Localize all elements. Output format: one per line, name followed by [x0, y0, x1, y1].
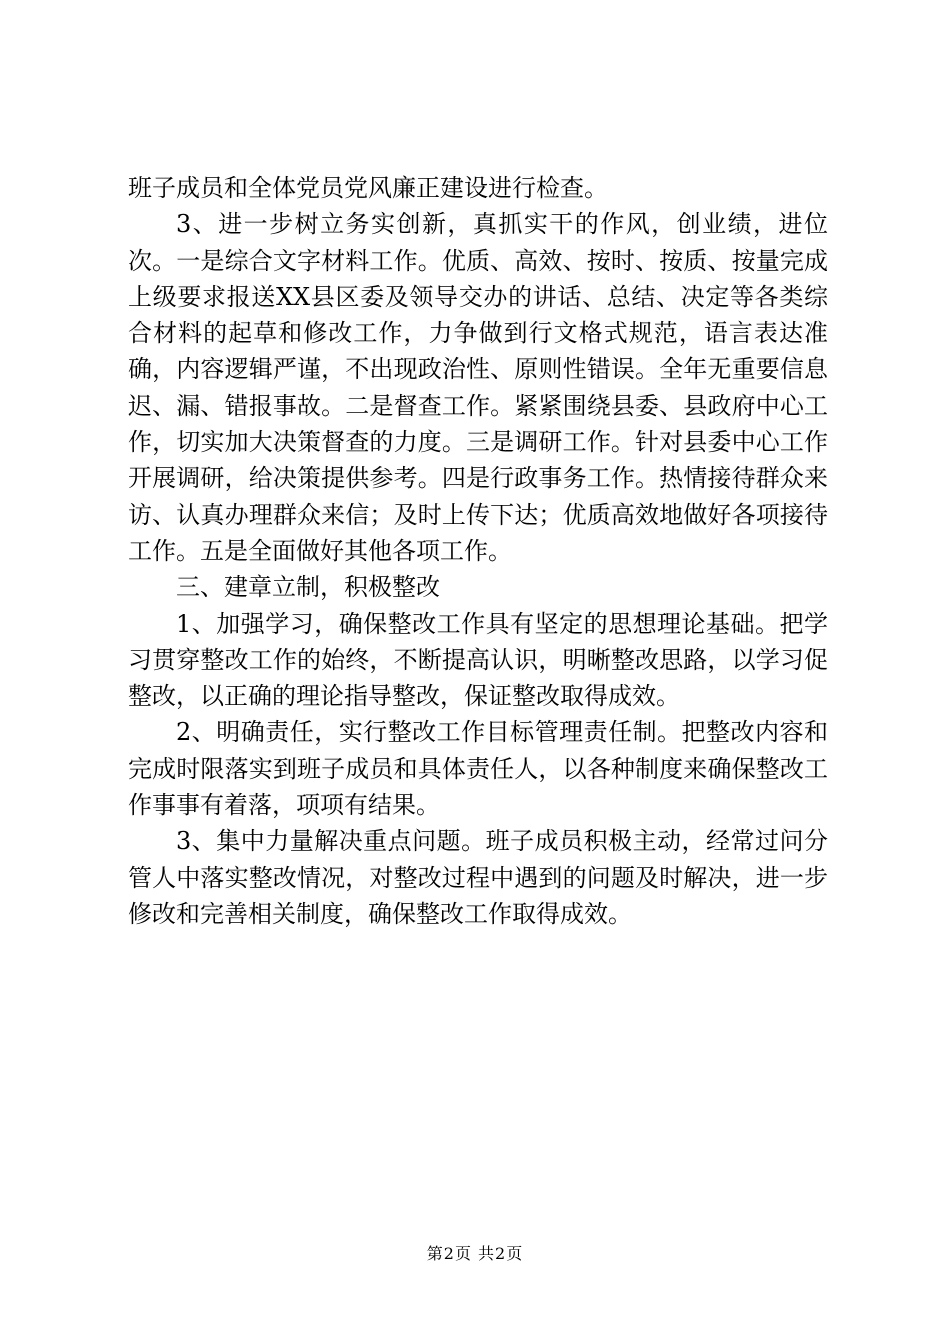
document-body — [128, 170, 828, 932]
paragraph-item-1-study: 1、加强学习，确保整改工作具有坚定的思想理论基础。把学习贯穿整改工作的始终，不断提高认识，明晰整改思路，以学习促整改，以正确的理论指导整改，保证整改取得成效。 — [128, 609, 828, 711]
paragraph-continuation: 班子成员和全体党员党风廉正建设进行检查。 — [128, 174, 608, 202]
paragraph-item-3-work-style: 3、进一步树立务实创新，真抓实干的作风，创业绩，进位次。一是综合文字材料工作。优质、高效、按时、按质、按量完成上级要求报送XX县区委及领导交办的讲话、总结、决定等各类综合材料的起草和修改工作，力争做到行文格式规范，语言表达准确，内容逻辑严谨，不出现政治性、原则性错误。全年无重要信息迟、漏、错报事故。二是督查工作。紧紧围绕县委、县政府中心工作，切实加大决策督查的力度。三是调研工作。针对县委中心工作开展调研，给决策提供参考。四是行政事务工作。热情接待群众来访、认真办理群众来信；及时上传下达；优质高效地做好各项接待工作。五是全面做好其他各项工作。 — [128, 210, 828, 565]
paragraph-item-3-key-problems: 3、集中力量解决重点问题。班子成员积极主动，经常过问分管人中落实整改情况，对整改过程中遇到的问题及时解决，进一步修改和完善相关制度，确保整改工作取得成效。 — [128, 827, 828, 928]
section-heading-rectification: 三、建章立制，积极整改 — [176, 573, 440, 602]
page-number-footer: 第2页 共2页 — [426, 1244, 524, 1263]
paragraph-item-2-responsibility: 2、明确责任，实行整改工作目标管理责任制。把整改内容和完成时限落实到班子成员和具体责任人，以各种制度来确保整改工作事事有着落，项项有结果。 — [128, 718, 828, 820]
